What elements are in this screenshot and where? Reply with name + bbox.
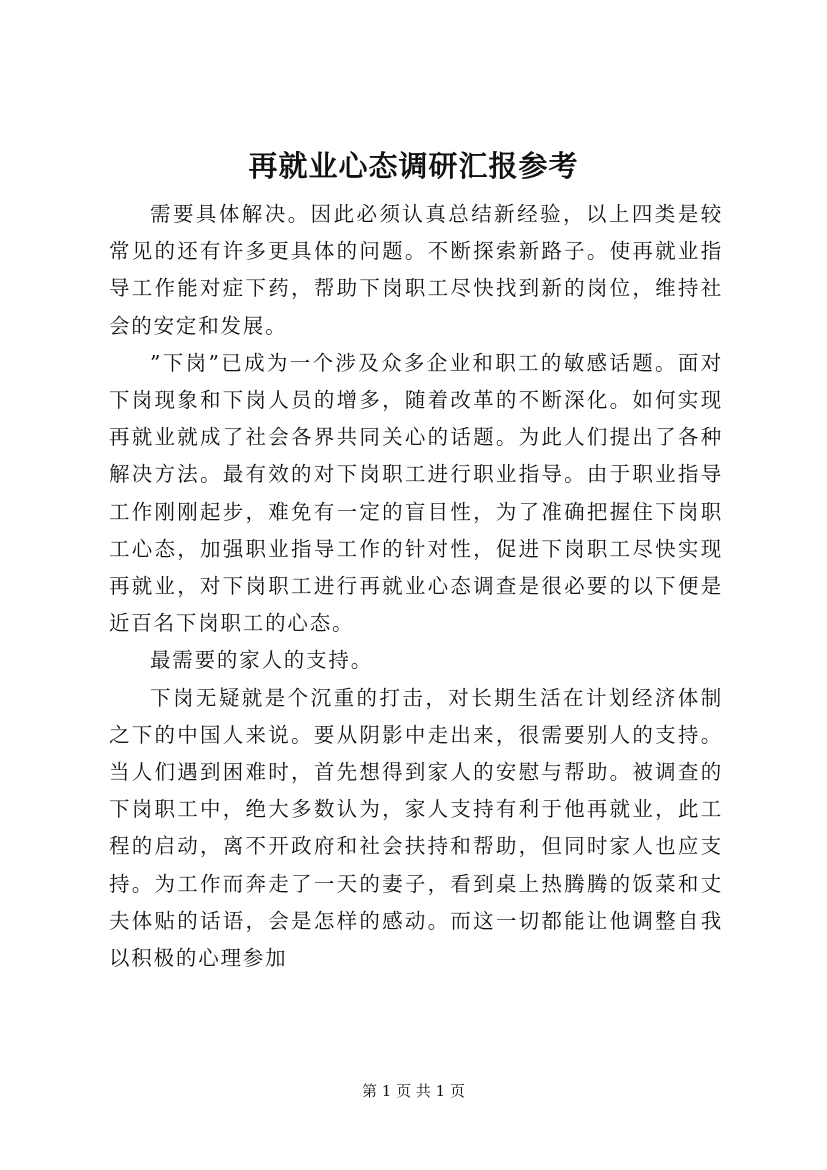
paragraph-2: ”下岗”已成为一个涉及众多企业和职工的敏感话题。面对下岗现象和下岗人员的增多，随着改革的不断深化。如何实现再就业就成了社会各界共同关心的话题。为此人们提出了各种解决方法。最有效的对下岗职工进行职业指导。由于职业指导工作刚刚起步，难免有一定的盲目性，为了准确把握住下岗职工心态，加强职业指导工作的针对性，促进下岗职工尽快实现再就业，对下岗职工进行再就业心态调查是很必要的以下便是近百名下岗职工的心态。 bbox=[109, 350, 723, 636]
document-title: 再就业心态调研汇报参考 bbox=[248, 149, 579, 183]
document-body bbox=[109, 196, 723, 977]
paragraph-3: 最需要的家人的支持。 bbox=[150, 648, 373, 673]
paragraph-1: 需要具体解决。因此必须认真总结新经验，以上四类是较常见的还有许多更具体的问题。不断探索新路子。使再就业指导工作能对症下药，帮助下岗职工尽快找到新的岗位，维持社会的安定和发展。 bbox=[109, 202, 723, 338]
page-number-footer: 第 1 页 共 1 页 bbox=[362, 1082, 465, 1100]
paragraph-4: 下岗无疑就是个沉重的打击，对长期生活在计划经济体制之下的中国人来说。要从阴影中走出来，很需要别人的支持。当人们遇到困难时，首先想得到家人的安慰与帮助。被调查的下岗职工中，绝大多数认为，家人支持有利于他再就业，此工程的启动，离不开政府和社会扶持和帮助，但同时家人也应支持。为工作而奔走了一天的妻子，看到桌上热腾腾的饭菜和丈夫体贴的话语，会是怎样的感动。而这一切都能让他调整自我以积极的心理参加 bbox=[109, 685, 723, 971]
